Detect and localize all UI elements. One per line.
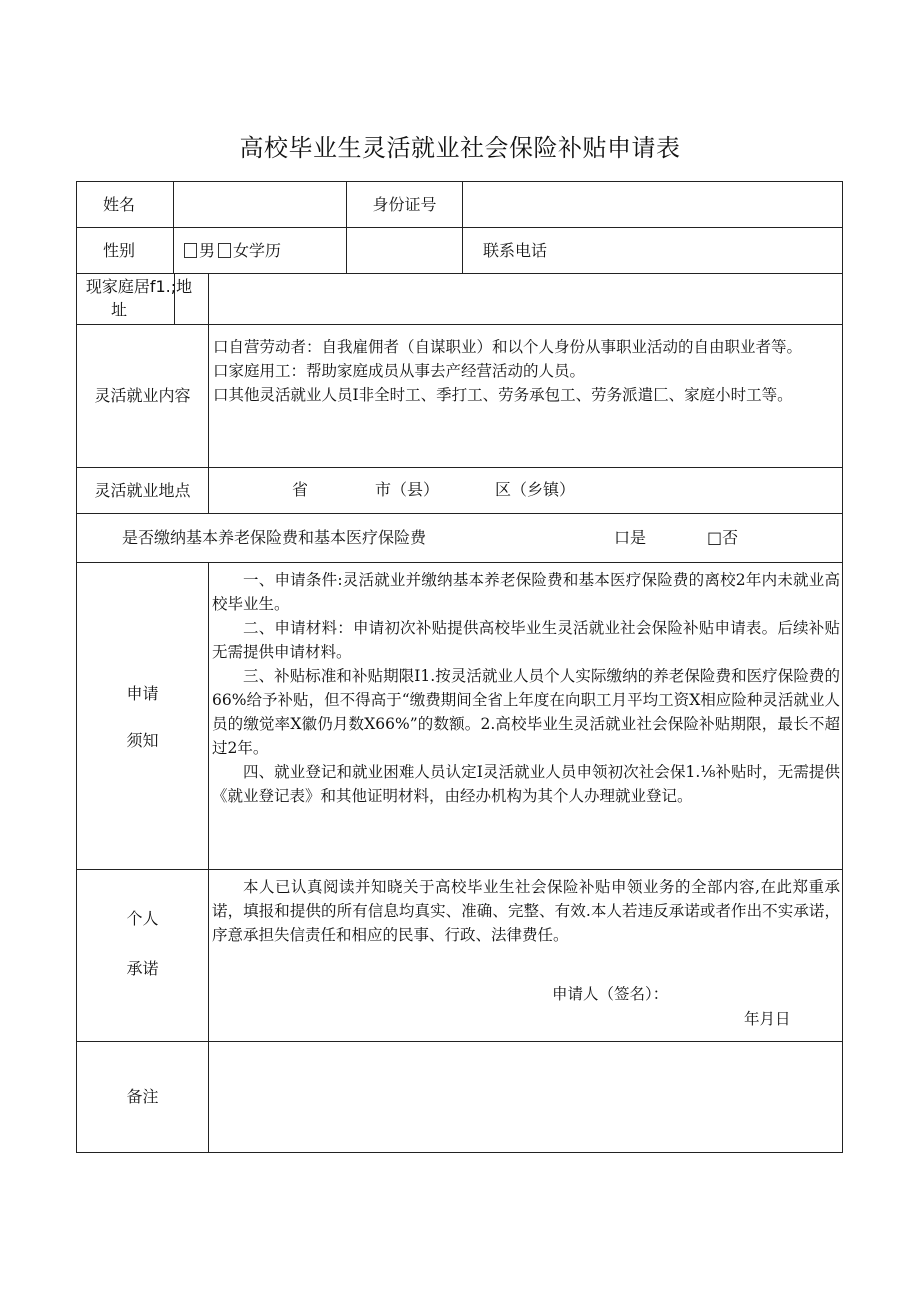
notice-standards: 三、补贴标准和补贴期限I1.按灵活就业人员个人实际缴纳的养老保险费和医疗保险费的66%给予补贴，但不得高于“缴费期间全省上年度在向职工月平均工资X相应险种灵活就业人员的缴觉率X徽仍月数X66%”的数额。2.高校毕业生灵活就业社会保险补贴期限，最长不超过2年。 (212, 667, 840, 757)
insurance-question: 是否缴纳基本养老保险费和基本医疗保险费 (122, 528, 427, 547)
pledge-label-line1: 个人 (126, 909, 159, 928)
address-label-line2: 址 (110, 300, 127, 319)
notice-registration: 四、就业登记和就业困难人员认定I灵活就业人员申领初次社会保1.⅛补贴时，无需提供《就业登记表》和其他证明材料，由经办机构为其个人办理就业登记。 (212, 763, 840, 805)
gender-label: 性别 (102, 240, 135, 260)
province-label: 省 (292, 480, 309, 499)
notice-materials: 二、申请材料：申请初次补贴提供高校毕业生灵活就业社会保险补贴申请表。后续补贴无需提供申请材料。 (212, 619, 840, 661)
employment-option-other[interactable]: 口其他灵活就业人员I非全时工、季打工、劳务承包工、劳务派遣匚、家庭小时工等。 (213, 386, 793, 404)
name-field[interactable] (174, 182, 346, 227)
notice-label-line2: 须知 (126, 731, 159, 750)
date-label[interactable]: 年月日 (744, 1010, 791, 1028)
pledge-content (209, 870, 842, 1041)
remarks-label: 备注 (126, 1087, 159, 1106)
gender-options (174, 228, 346, 273)
name-label: 姓名 (102, 194, 135, 214)
employment-option-self[interactable]: 口自营劳动者：自我雇佣者（自谋职业）和以个人身份从事职业活动的自由职业者等。 (213, 338, 803, 356)
insurance-yes-option[interactable]: 口是 (614, 528, 647, 547)
pledge-text: 本人已认真阅读并知晓关于高校毕业生社会保险补贴申领业务的全部内容,在此郑重承诺，填报和提供的所有信息均真实、准确、完整、有效.本人若违反承诺或者作出不实承诺，序意承担失信责任和相应的民事、行政、法律费任。 (212, 878, 840, 944)
location-fields[interactable] (209, 468, 842, 513)
notice-label (77, 563, 208, 869)
female-checkbox[interactable] (218, 243, 231, 258)
page-title: 高校毕业生灵活就业社会保险补贴申请表 (239, 134, 681, 162)
notice-content (209, 563, 842, 869)
female-label: 女 (233, 240, 250, 260)
address-label (77, 274, 209, 324)
remarks-field[interactable] (209, 1042, 842, 1152)
notice-label-line1: 申请 (126, 684, 159, 703)
education-label: 学历 (249, 240, 282, 260)
address-label-line1: 现家庭居f1.;地 (85, 277, 193, 296)
employment-label: 灵活就业内容 (94, 386, 191, 405)
id-number-field[interactable] (463, 182, 842, 227)
district-label: 区（乡镇） (495, 480, 576, 499)
employment-option-household[interactable]: 口家庭用工：帮助家庭成员从事去产经营活动的人员。 (213, 362, 586, 380)
notice-conditions: 一、申请条件:灵活就业并缴纳基本养老保险费和基本医疗保险费的离校2年内未就业高校毕业生。 (212, 571, 840, 613)
education-field[interactable] (347, 228, 462, 273)
male-checkbox[interactable] (184, 243, 197, 258)
pledge-label-line2: 承诺 (126, 959, 159, 978)
address-field[interactable] (209, 274, 842, 324)
employment-options (209, 325, 842, 467)
id-number-label: 身份证号 (372, 194, 437, 214)
application-form (76, 181, 843, 1153)
city-label: 市（县） (375, 480, 440, 499)
contact-label: 联系电话 (483, 240, 548, 260)
insurance-no-option[interactable]: □否 (707, 528, 739, 547)
pledge-label (77, 870, 208, 1041)
location-label: 灵活就业地点 (94, 480, 191, 500)
male-label: 男 (199, 240, 216, 260)
signature-label[interactable]: 申请人（签名）： (552, 985, 669, 1003)
